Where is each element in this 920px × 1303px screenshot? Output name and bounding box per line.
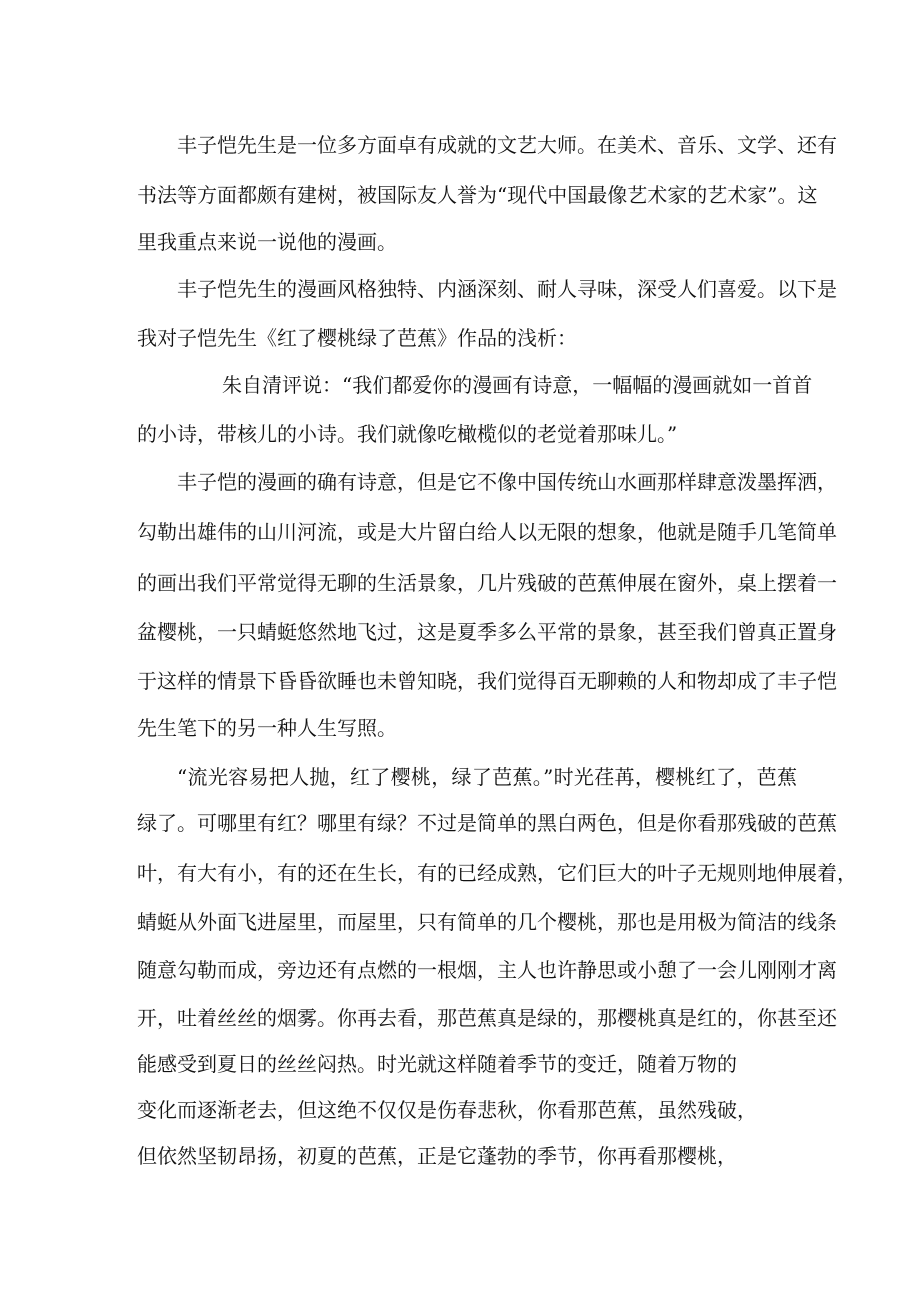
paragraph-2-line-1: 丰子恺先生的漫画风格独特、内涵深刻、耐人寻味，深受人们喜爱。以下是 <box>177 277 837 301</box>
paragraph-5-line-8: 变化而逐渐老去，但这绝不仅仅是伤春悲秋，你看那芭蕉，虽然残破， <box>137 1098 757 1122</box>
paragraph-5-line-2: 绿了。可哪里有红？哪里有绿？不过是简单的黑白两色，但是你看那残破的芭蕉 <box>137 811 837 835</box>
paragraph-5-line-9: 但依然坚韧昂扬，初夏的芭蕉，正是它蓬勃的季节，你再看那樱桃， <box>137 1144 737 1168</box>
paragraph-1-line-1: 丰子恺先生是一位多方面卓有成就的文艺大师。在美术、音乐、文学、还有 <box>177 133 837 157</box>
paragraph-4-line-3: 的画出我们平常觉得无聊的生活景象，几片残破的芭蕉伸展在窗外，桌上摆着一 <box>137 571 837 595</box>
paragraph-4-line-6: 先生笔下的另一种人生写照。 <box>137 716 397 740</box>
paragraph-5-line-5: 随意勾勒而成，旁边还有点燃的一根烟，主人也许静思或小憩了一会儿刚刚才离 <box>137 958 837 982</box>
paragraph-2-line-2: 我对子恺先生《红了樱桃绿了芭蕉》作品的浅析： <box>137 326 577 350</box>
paragraph-1-line-3: 里我重点来说一说他的漫画。 <box>137 230 397 254</box>
paragraph-1-line-2: 书法等方面都颇有建树，被国际友人誉为“现代中国最像艺术家的艺术家”。这 <box>137 183 818 207</box>
paragraph-4-line-4: 盆樱桃，一只蜻蜓悠然地飞过，这是夏季多么平常的景象，甚至我们曾真正置身 <box>137 620 837 644</box>
paragraph-3-line-2: 的小诗，带核儿的小诗。我们就像吃橄榄似的老觉着那味儿。” <box>137 422 678 446</box>
paragraph-4-line-1: 丰子恺的漫画的确有诗意，但是它不像中国传统山水画那样肆意泼墨挥洒， <box>177 470 837 494</box>
paragraph-5-line-7: 能感受到夏日的丝丝闷热。时光就这样随着季节的变迁，随着万物的 <box>137 1052 737 1076</box>
paragraph-5-line-4: 蜻蜓从外面飞进屋里，而屋里，只有简单的几个樱桃，那也是用极为简洁的线条 <box>137 910 837 934</box>
paragraph-5-line-3: 叶，有大有小，有的还在生长，有的已经成熟，它们巨大的叶子无规则地伸展着， <box>137 861 857 885</box>
paragraph-5-line-6: 开，吐着丝丝的烟雾。你再去看，那芭蕉真是绿的，那樱桃真是红的，你甚至还 <box>137 1006 837 1030</box>
paragraph-5-line-1: “流光容易把人抛，红了樱桃，绿了芭蕉。”时光荏苒，樱桃红了，芭蕉 <box>177 765 797 789</box>
paragraph-3-line-1: 朱自清评说：“我们都爱你的漫画有诗意，一幅幅的漫画就如一首首 <box>222 373 813 397</box>
paragraph-4-line-5: 于这样的情景下昏昏欲睡也未曾知晓，我们觉得百无聊赖的人和物却成了丰子恺 <box>137 669 837 693</box>
paragraph-4-line-2: 勾勒出雄伟的山川河流，或是大片留白给人以无限的想象，他就是随手几笔简单 <box>137 520 837 544</box>
